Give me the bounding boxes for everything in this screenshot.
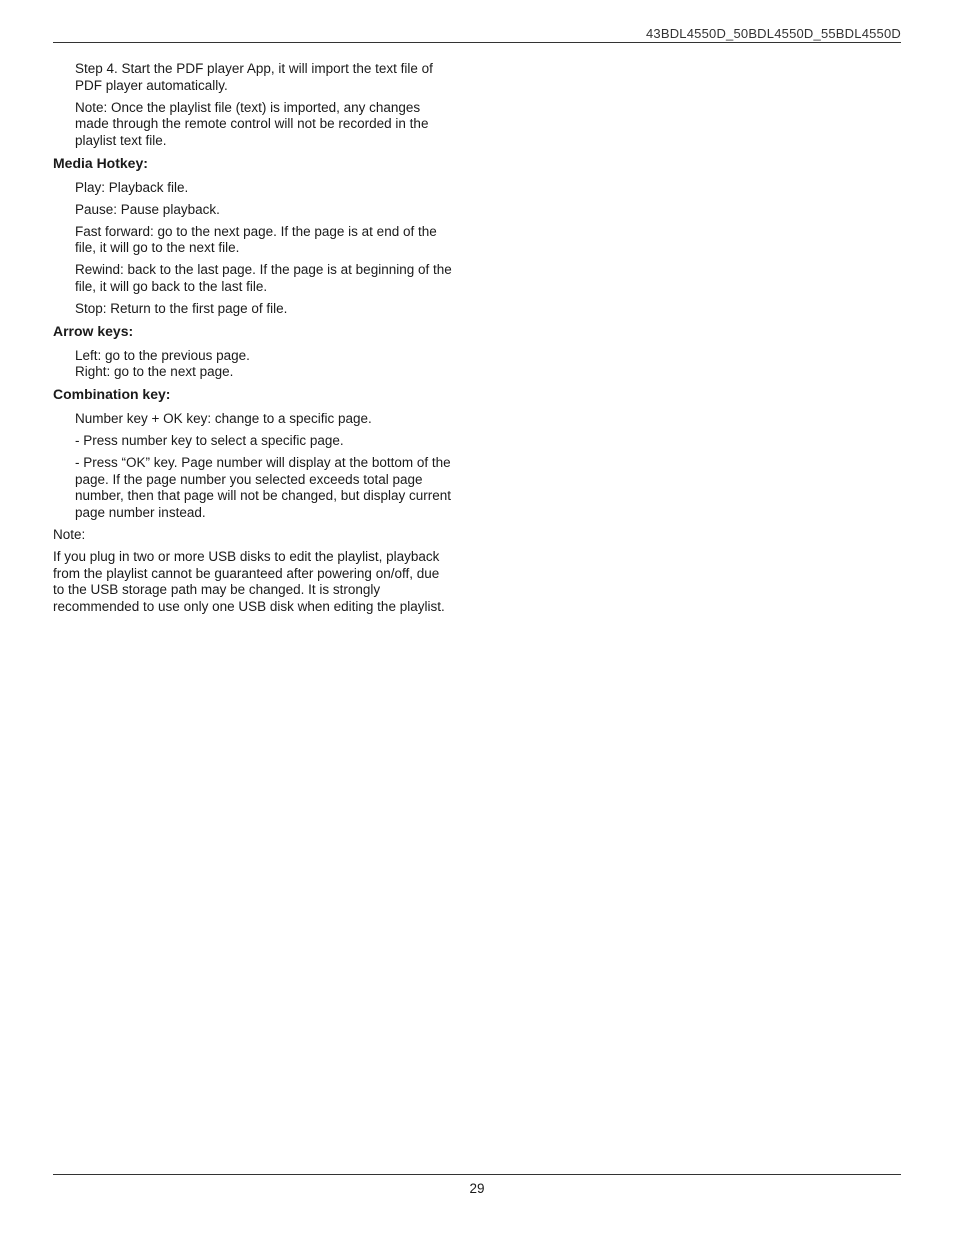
- header-divider: [53, 42, 901, 43]
- media-hotkey-rewind: Rewind: back to the last page. If the page is at beginning of the file, it will go back to the last file.: [75, 262, 452, 294]
- arrow-keys-list: [75, 348, 453, 382]
- playlist-import-note: Note: Once the playlist file (text) is imported, any changes made through the remote control will not be recorded in the playlist text file.: [75, 99, 429, 149]
- combination-key-press-ok: - Press “OK” key. Page number will display at the bottom of the page. If the page number you selected exceeds total page number, then that page will not be changed, but display current page number instead.: [75, 454, 451, 521]
- document-model-header: 43BDL4550D_50BDL4550D_55BDL4550D: [645, 26, 901, 41]
- usb-note-label: Note:: [53, 526, 86, 542]
- combination-key-press-number: - Press number key to select a specific page.: [75, 432, 344, 448]
- arrow-key-right: Right: go to the next page.: [75, 364, 234, 380]
- footer-divider: [53, 1174, 901, 1175]
- usb-note-text: If you plug in two or more USB disks to edit the playlist, playback from the playlist cannot be guaranteed after powering on/off, due to the USB storage path may be changed. It is strongly recommended to use only one USB disk when editing the playlist.: [53, 548, 445, 615]
- combination-key-list: [75, 411, 453, 522]
- page-content: [53, 61, 453, 621]
- page-number: 29: [469, 1181, 485, 1196]
- media-hotkey-list: [75, 180, 453, 318]
- step-4-paragraph: Step 4. Start the PDF player App, it will import the text file of PDF player automatically.: [75, 61, 433, 93]
- combination-key-number-ok: Number key + OK key: change to a specific page.: [75, 411, 372, 427]
- media-hotkey-pause: Pause: Pause playback.: [75, 201, 220, 217]
- media-hotkey-fast-forward: Fast forward: go to the next page. If the page is at end of the file, it will go to the next file.: [75, 223, 437, 256]
- arrow-key-left: Left: go to the previous page.: [75, 347, 250, 363]
- combination-key-heading: Combination key:: [53, 386, 171, 403]
- media-hotkey-heading: Media Hotkey:: [53, 154, 148, 171]
- intro-section: [75, 61, 453, 150]
- media-hotkey-play: Play: Playback file.: [75, 179, 189, 195]
- arrow-keys-heading: Arrow keys:: [53, 322, 134, 339]
- media-hotkey-stop: Stop: Return to the first page of file.: [75, 300, 288, 316]
